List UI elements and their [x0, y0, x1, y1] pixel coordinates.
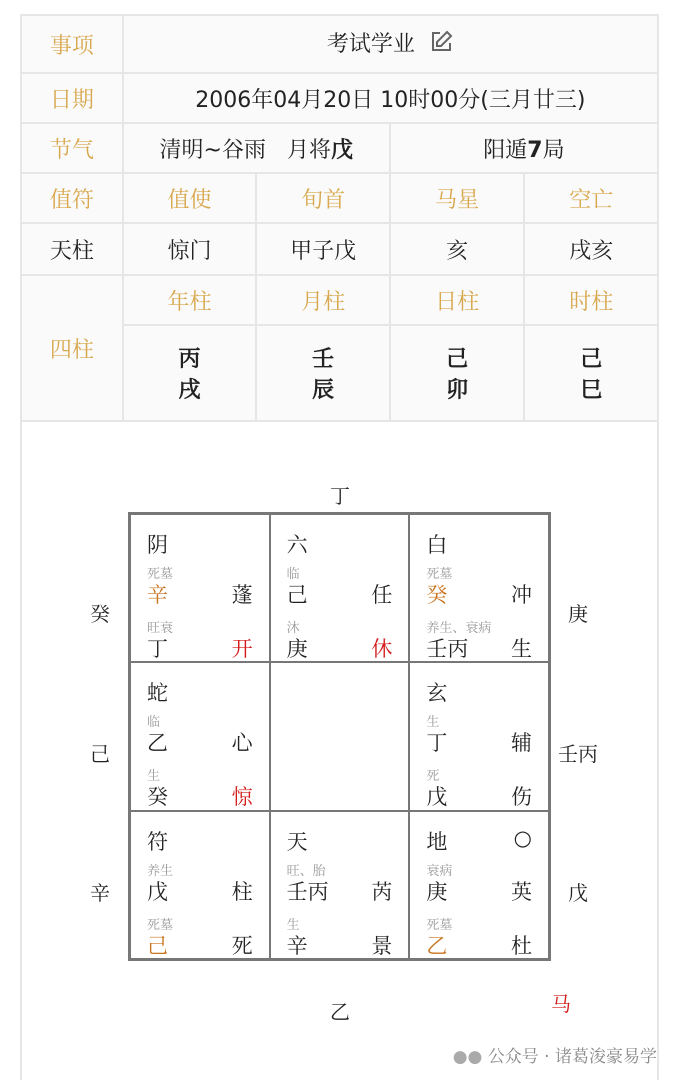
stem: 丙: [178, 347, 201, 372]
ju-prefix: 阳遁: [483, 137, 528, 163]
door: 生: [511, 637, 532, 661]
value-maxing: 亥: [390, 223, 525, 275]
outer-left: 癸: [90, 602, 110, 626]
door: 开: [231, 637, 253, 661]
value-xunshou: 甲子戊: [256, 223, 390, 275]
heaven-stem: 己: [286, 583, 308, 607]
item-label: 事项: [21, 15, 123, 73]
ju-suffix: 局: [542, 137, 565, 163]
status-1: 旺、胎: [286, 863, 326, 879]
outer-bottom: 乙: [330, 1000, 350, 1024]
jieqi-value: [123, 123, 390, 173]
deity: 玄: [426, 681, 448, 706]
palace-cell: [409, 811, 549, 959]
star: 辅: [511, 731, 532, 756]
value-kongwang: 戌亥: [524, 223, 658, 275]
outer-right: 壬丙: [558, 742, 598, 766]
stem: 壬: [312, 347, 335, 372]
pillar-name: 日柱: [390, 275, 525, 325]
deity: 天: [286, 829, 308, 854]
info-table: [20, 14, 659, 422]
star: 冲: [511, 583, 532, 607]
status-2: 旺衰: [147, 621, 174, 636]
star: 任: [371, 583, 393, 607]
status-2: 生: [286, 917, 300, 933]
deity: 白: [426, 533, 448, 557]
palace-cell: [130, 514, 270, 662]
horse-mark: 马: [551, 992, 571, 1016]
pillar-year: [123, 325, 257, 421]
deity: 阴: [147, 533, 168, 557]
status-2: 沐: [286, 621, 300, 636]
door: 死: [231, 933, 253, 958]
pillar-name: 年柱: [123, 275, 257, 325]
date-value: 2006年04月20日 10时00分(三月廿三): [123, 73, 658, 123]
outer-top: 丁: [330, 484, 350, 508]
outer-left: 己: [90, 742, 110, 766]
pillar-month: [256, 325, 390, 421]
header-zhishi: 值使: [123, 173, 257, 223]
ju-num: 7: [527, 137, 543, 163]
heaven-stem: 丁: [426, 731, 448, 756]
value-zhifu: 天柱: [21, 223, 123, 275]
heaven-stem: 戊: [147, 879, 168, 904]
status-1: 养生: [147, 863, 174, 879]
palace-cell: [130, 811, 270, 959]
outer-left: 辛: [90, 881, 110, 905]
yuejiang: 戊: [330, 137, 353, 163]
pillars-label: 四柱: [21, 275, 123, 421]
pillar-day: [390, 325, 525, 421]
branch: 辰: [312, 378, 335, 403]
status-2: 死墓: [426, 917, 453, 933]
earth-stem: 丁: [147, 637, 168, 661]
door: 伤: [511, 785, 532, 810]
door: 惊: [231, 785, 253, 810]
status-2: 死: [426, 769, 440, 785]
deity: 蛇: [147, 681, 168, 706]
star: 英: [511, 879, 532, 904]
earth-stem: 戊: [426, 785, 448, 810]
star: 蓬: [231, 583, 253, 607]
earth-stem: 癸: [147, 785, 168, 810]
door: 杜: [511, 933, 532, 958]
status-2: 死墓: [147, 917, 174, 933]
watermark-text: 公众号 · 诸葛浚豪易学: [487, 1047, 657, 1067]
status-2: 养生、衰病: [426, 621, 492, 636]
jieqi-text: 清明~谷雨: [159, 137, 266, 163]
item-text: 考试学业: [326, 32, 415, 57]
door: 休: [371, 637, 393, 661]
nine-palace-grid: [128, 512, 551, 961]
stem: 己: [446, 347, 469, 372]
kongwang-circle-icon: ○: [513, 825, 532, 850]
header-maxing: 马星: [390, 173, 525, 223]
header-xunshou: 旬首: [256, 173, 390, 223]
status-1: 临: [286, 567, 300, 582]
branch: 戌: [178, 378, 201, 403]
watermark: [453, 1042, 657, 1067]
palace-cell: [409, 662, 549, 810]
status-1: 生: [426, 715, 440, 731]
heaven-stem: 壬丙: [286, 879, 329, 904]
value-zhishi: 惊门: [123, 223, 257, 275]
wechat-icon: ●●: [452, 1047, 483, 1067]
header-zhifu: 值符: [21, 173, 123, 223]
status-1: 死墓: [147, 567, 174, 582]
heaven-stem: 庚: [426, 879, 448, 904]
heaven-stem: 辛: [147, 583, 168, 607]
palace-cell: [409, 514, 549, 662]
deity: 地: [426, 829, 448, 854]
branch: 巳: [580, 378, 603, 403]
date-label: 日期: [21, 73, 123, 123]
star: 柱: [231, 879, 253, 904]
status-1: 衰病: [426, 863, 453, 879]
palace-cell: [270, 662, 410, 810]
deity: 六: [286, 533, 308, 557]
status-1: 临: [147, 715, 161, 731]
header-kongwang: 空亡: [524, 173, 658, 223]
deity: 符: [147, 829, 168, 854]
earth-stem: 己: [147, 933, 168, 958]
earth-stem: 乙: [426, 933, 448, 958]
ju-value: [390, 123, 658, 173]
edit-icon[interactable]: [428, 29, 454, 61]
earth-stem: 壬丙: [426, 637, 469, 661]
outer-right: 庚: [568, 602, 588, 626]
status-1: 死墓: [426, 567, 453, 582]
yuejiang-prefix: 月将: [286, 137, 331, 163]
pillar-name: 月柱: [256, 275, 390, 325]
star: 芮: [371, 879, 393, 904]
jieqi-label: 节气: [21, 123, 123, 173]
earth-stem: 庚: [286, 637, 308, 661]
star: 心: [231, 731, 253, 756]
heaven-stem: 乙: [147, 731, 168, 756]
earth-stem: 辛: [286, 933, 308, 958]
pillar-name: 时柱: [524, 275, 658, 325]
status-2: 生: [147, 769, 161, 785]
palace-cell: [270, 514, 410, 662]
palace-cell: [130, 662, 270, 810]
branch: 卯: [446, 378, 469, 403]
pillar-hour: [524, 325, 658, 421]
heaven-stem: 癸: [426, 583, 448, 607]
outer-right: 戊: [568, 881, 588, 905]
item-value: [123, 15, 658, 73]
door: 景: [371, 933, 393, 958]
palace-cell: [270, 811, 410, 959]
stem: 己: [580, 347, 603, 372]
